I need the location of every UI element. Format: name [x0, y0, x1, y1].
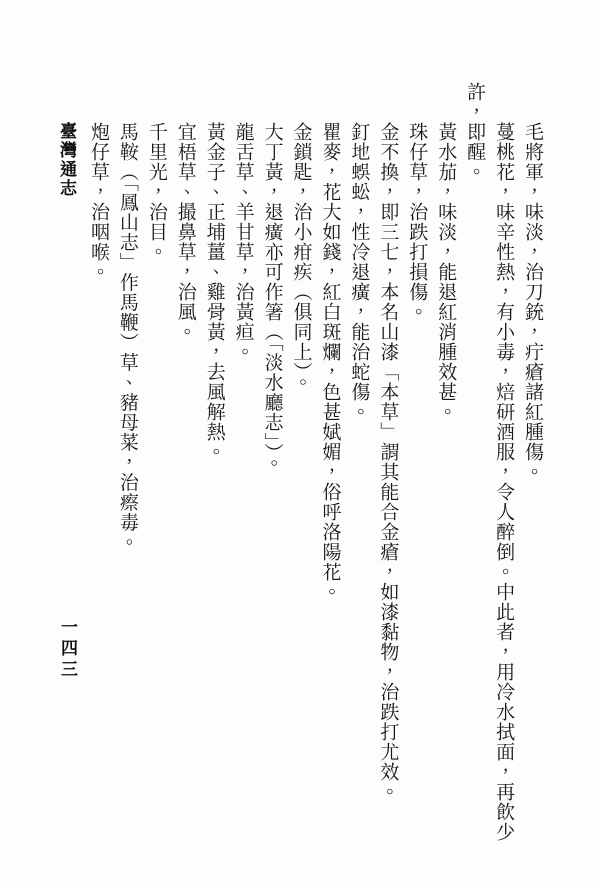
page-number: 一四三 [58, 618, 77, 681]
text-column-entry: 釘地蜈蚣，性冷退癀，能治蛇傷。 [348, 122, 370, 422]
text-column-entry: 黃金子、正埔薑、雞骨黃，去風解熱。 [203, 122, 225, 462]
text-column-entry: 大丁黃，退癀亦可作箸（「淡水廳志」）。 [261, 122, 283, 474]
text-column-entry: 瞿麥，花大如錢，紅白斑爛，色甚娬媚，俗呼洛陽花。 [319, 122, 341, 602]
text-column-entry: 炮仔草，治咽喉。 [87, 122, 109, 282]
text-column-entry: 毛將軍，味淡，治刀銃，疔瘡諸紅腫傷。 [522, 122, 543, 482]
text-column-entry: 金鎖匙，治小疳疾（俱同上）。 [290, 122, 312, 393]
margin-book-title: 臺灣通志 [57, 122, 76, 198]
text-block [79, 82, 542, 874]
text-column-entry: 龍舌草、羊甘草，治黃疸。 [232, 122, 254, 362]
text-column-entry: 千里光，治目。 [145, 122, 167, 262]
text-column-entry: 馬鞍（「鳳山志」作馬鞭）草、豬母菜，治瘵毒。 [116, 122, 138, 553]
text-column-entry: 蔓桃花，味辛性熱，有小毒，焙研酒服，令人醉倒。中此者，用冷水拭面，再飲少 [493, 122, 515, 842]
text-column-entry: 黃水茄，味淡，能退紅消腫效甚。 [435, 122, 457, 422]
text-column-entry: 金不換，即三七，本名山漆「本草」謂其能合金瘡，如漆黏物，治跌打尤效。 [377, 122, 399, 802]
text-column-continuation: 許，即醒。 [464, 82, 486, 182]
text-column-entry: 珠仔草，治跌打損傷。 [406, 122, 428, 322]
text-column-entry: 宜梧草、撮鼻草，治風。 [174, 122, 196, 342]
